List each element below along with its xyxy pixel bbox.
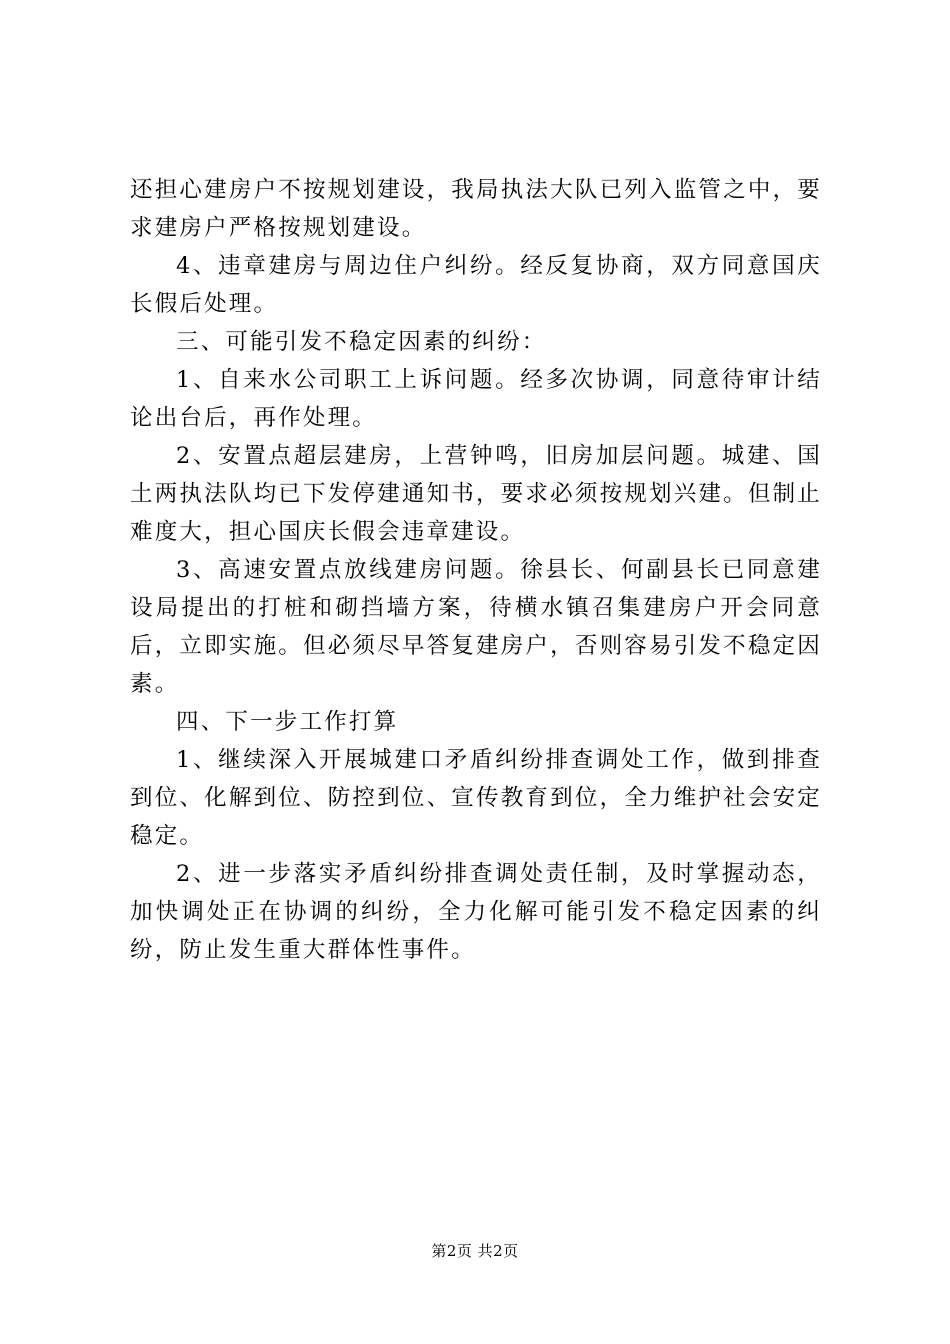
paragraph-item-4-illegal-building-dispute: 4、违章建房与周边住户纠纷。经反复协商，双方同意国庆长假后处理。 (130, 253, 822, 317)
section-heading-3: 三、可能引发不稳定因素的纠纷： (176, 329, 547, 355)
paragraph-item-2-resettlement-site: 2、安置点超层建房，上营钟鸣，旧房加层问题。城建、国土两执法队均已下发停建通知书，要求必须按规划兴建。但制止难度大，担心国庆长假会违章建设。 (130, 443, 822, 545)
paragraph-item-3-highway-resettlement: 3、高速安置点放线建房问题。徐县长、何副县长已同意建设局提出的打桩和砌挡墙方案，待横水镇召集建房户开会同意后，立即实施。但必须尽早答复建房户，否则容易引发不稳定因素。 (130, 557, 822, 697)
paragraph-item-1-water-company: 1、自来水公司职工上诉问题。经多次协调，同意待审计结论出台后，再作处理。 (130, 367, 822, 431)
paragraph-plan-1: 1、继续深入开展城建口矛盾纠纷排查调处工作，做到排查到位、化解到位、防控到位、宣传教育到位，全力维护社会安定稳定。 (130, 747, 822, 849)
document-body (130, 171, 822, 969)
paragraph-plan-2: 2、进一步落实矛盾纠纷排查调处责任制，及时掌握动态，加快调处正在协调的纠纷，全力化解可能引发不稳定因素的纠纷，防止发生重大群体性事件。 (130, 861, 822, 963)
page-footer: 第2页 共2页 (431, 1242, 519, 1260)
paragraph-continuation: 还担心建房户不按规划建设，我局执法大队已列入监管之中，要求建房户严格按规划建设。 (130, 177, 822, 241)
section-heading-4: 四、下一步工作打算 (176, 709, 399, 735)
